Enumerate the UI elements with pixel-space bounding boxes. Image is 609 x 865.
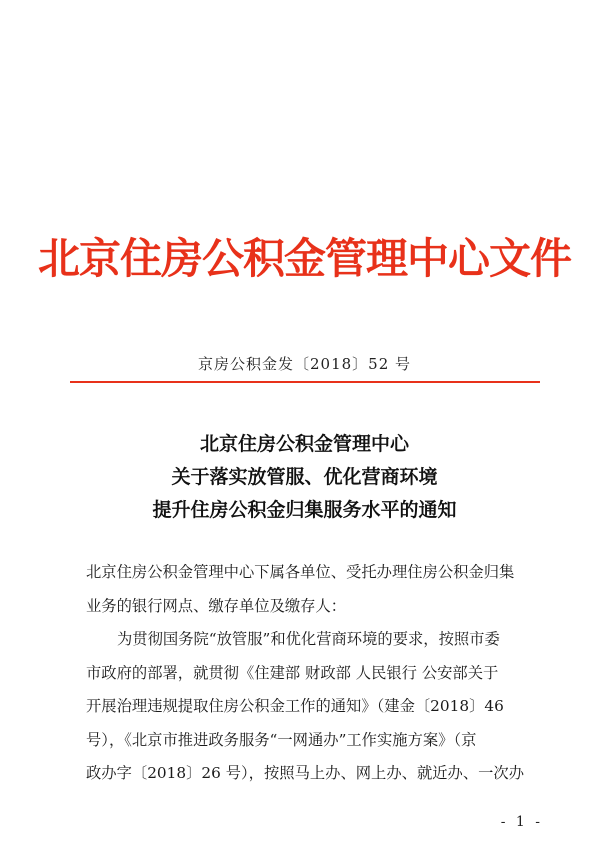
document-header-title: 北京住房公积金管理中心文件 <box>37 234 571 283</box>
addressee-line-1: 北京住房公积金管理中心下属各单位、受托办理住房公积金归集 <box>86 563 515 581</box>
paragraph-line-2: 市政府的部署，就贯彻《住建部 财政部 人民银行 公安部关于 <box>86 663 499 682</box>
paragraph-line-1: 为贯彻国务院“放管服”和优化营商环境的要求，按照市委 <box>117 630 500 648</box>
addressee-line-2: 业务的银行网点、缴存单位及缴存人： <box>86 596 347 615</box>
subject-line-1: 北京住房公积金管理中心 <box>199 433 409 455</box>
header-divider <box>70 381 540 383</box>
notice-body <box>86 556 546 791</box>
body-paragraph <box>86 623 546 791</box>
subject-line-3: 提升住房公积金归集服务水平的通知 <box>152 499 457 521</box>
addressee <box>86 556 546 623</box>
paragraph-line-3: 开展治理违规提取住房公积金工作的通知》（建金〔2018〕46 <box>86 697 504 715</box>
page-number: - 1 - <box>500 814 543 830</box>
document-number: 京房公积金发〔2018〕52 号 <box>197 355 412 373</box>
subject-line-2: 关于落实放管服、优化营商环境 <box>171 466 438 488</box>
paragraph-line-5: 政办字〔2018〕26 号），按照马上办、网上办、就近办、一次办 <box>86 764 525 782</box>
paragraph-line-4: 号），《北京市推进政务服务“一网通办”工作实施方案》（京 <box>86 730 477 749</box>
notice-subject <box>0 428 609 527</box>
